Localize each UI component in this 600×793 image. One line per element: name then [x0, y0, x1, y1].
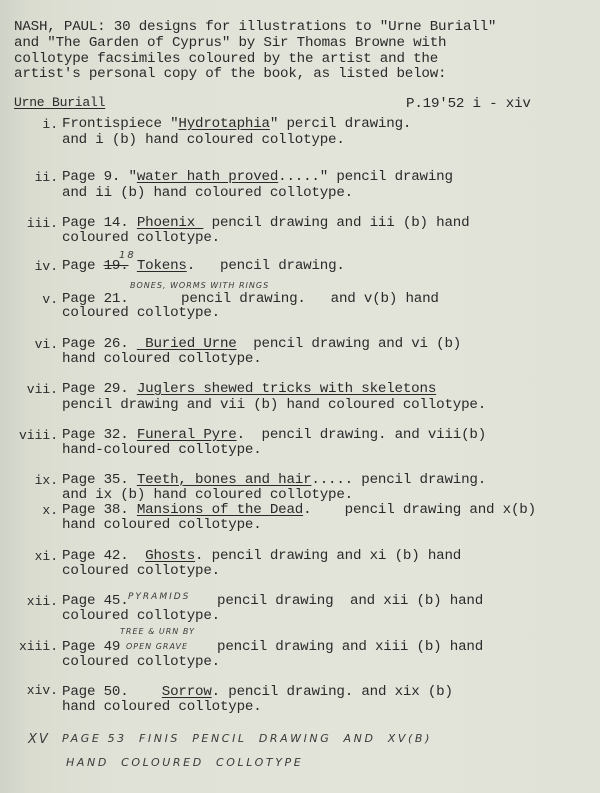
item-prefix: Page 38.: [62, 502, 137, 518]
item-number: vii.: [26, 382, 58, 397]
item-title: Phoenix: [136, 215, 204, 231]
item-title: Ghosts: [145, 548, 196, 564]
item-number: i.: [42, 117, 58, 132]
item-prefix: Page 14.: [62, 215, 137, 231]
header-line-4: artist's personal copy of the book, as listed below:: [14, 66, 447, 82]
item-line-2: hand coloured collotype.: [62, 351, 262, 367]
item-suffix: ..... pencil drawing.: [311, 472, 487, 488]
item-prefix: Page 32.: [62, 427, 137, 443]
item-number: xii.: [26, 594, 58, 609]
item-suffix: . pencil drawing and x(b): [303, 502, 536, 518]
item-line-1: [62, 473, 486, 488]
handwritten-annotation: 18: [119, 250, 136, 261]
item-line-2: and ix (b) hand coloured collotype.: [62, 487, 353, 503]
item-line-2: coloured collotype.: [62, 608, 220, 624]
item-line-1: [62, 170, 453, 185]
item-title: water hath proved: [136, 169, 279, 185]
item-suffix: . pencil drawing. and viii(b): [236, 427, 487, 443]
item-prefix: Frontispiece ": [62, 116, 179, 132]
item-prefix: Page: [62, 258, 104, 274]
item-line-1-continued: pencil drawing and xiii (b) hand: [217, 639, 484, 655]
handwritten-item-number: XV: [28, 732, 50, 747]
header-line-3: collotype facsimiles coloured by the artist and the: [14, 51, 439, 67]
struck-page-number: 19.: [103, 258, 129, 274]
item-line-1: Page 45.: [62, 593, 129, 609]
handwritten-line-2: HAND COLOURED COLLOTYPE: [66, 756, 304, 769]
header-line-1: NASH, PAUL: 30 designs for illustrations to "Urne Buriall": [14, 19, 497, 35]
item-line-1-continued: pencil drawing and xii (b) hand: [217, 593, 484, 609]
item-line-2: coloured collotype.: [62, 563, 220, 579]
item-line-1: [62, 337, 461, 352]
item-title: Mansions of the Dead: [136, 502, 304, 518]
item-line-2: coloured collotype.: [62, 305, 220, 321]
section-reference: P.19'52 i - xiv: [406, 96, 531, 112]
handwritten-line-1: PAGE 53 FINIS PENCIL DRAWING AND XV(B): [62, 732, 432, 745]
item-number: iv.: [34, 259, 58, 274]
item-title: Teeth, bones and hair: [136, 472, 312, 488]
header-line-2: and "The Garden of Cyprus" by Sir Thomas Browne with: [14, 35, 447, 51]
item-number: xi.: [34, 549, 58, 564]
item-number: ii.: [34, 170, 58, 185]
item-prefix: Page 35.: [62, 472, 137, 488]
section-title: Urne Buriall: [14, 95, 106, 110]
item-line-1: [62, 117, 411, 132]
item-line-1: Page 21.: [62, 291, 129, 307]
item-line-2: hand coloured collotype.: [62, 699, 262, 715]
item-suffix: ....." pencil drawing: [278, 169, 453, 185]
handwritten-annotation-2: OPEN GRAVE: [126, 642, 189, 651]
item-number: iii.: [26, 216, 58, 231]
item-title: Funeral Pyre: [136, 427, 237, 443]
item-suffix: pencil drawing and vi (b): [236, 336, 462, 352]
handwritten-annotation: TREE & URN BY: [120, 627, 196, 636]
item-suffix: " percil drawing.: [269, 116, 412, 132]
item-line-2: hand coloured collotype.: [62, 517, 262, 533]
handwritten-annotation: PYRAMIDS: [128, 592, 191, 602]
item-number: ix.: [34, 473, 58, 488]
item-line-2: hand-coloured collotype.: [62, 442, 262, 458]
item-title: Hydrotaphia: [178, 116, 270, 132]
item-number: viii.: [18, 428, 58, 443]
item-prefix: Page 42.: [62, 548, 146, 564]
item-line-1: [62, 216, 469, 231]
item-line-1-continued: pencil drawing. and v(b) hand: [181, 291, 439, 307]
item-prefix: Page 50.: [62, 684, 162, 700]
item-prefix: Page 9. ": [62, 169, 137, 185]
item-suffix: . pencil drawing and xi (b) hand: [195, 548, 462, 564]
item-number: v.: [42, 292, 58, 307]
item-line-2: and ii (b) hand coloured collotype.: [62, 185, 353, 201]
item-line-2: and i (b) hand coloured collotype.: [62, 132, 345, 148]
item-line-1: [62, 259, 345, 274]
item-line-1: [62, 549, 461, 564]
item-line-1: [62, 382, 436, 397]
item-title: Tokens: [136, 258, 187, 274]
item-number: xiv.: [26, 683, 58, 698]
item-number: x.: [42, 503, 58, 518]
item-line-1: Page 49: [62, 639, 121, 655]
item-prefix: Page 26.: [62, 336, 137, 352]
item-line-2: coloured collotype.: [62, 654, 220, 670]
item-number: vi.: [34, 337, 58, 352]
item-line-1: [62, 428, 486, 443]
handwritten-annotation: BONES, WORMS WITH RINGS: [130, 281, 270, 290]
item-prefix: Page 29.: [62, 381, 137, 397]
item-line-1: [62, 503, 536, 518]
item-line-1: [62, 685, 453, 700]
item-suffix: pencil drawing and iii (b) hand: [203, 215, 470, 231]
item-suffix: . pencil drawing. and xix (b): [211, 684, 453, 700]
item-number: xiii.: [18, 639, 58, 654]
item-line-2: pencil drawing and vii (b) hand coloured collotype.: [62, 397, 487, 413]
item-title: Buried Urne: [136, 336, 237, 352]
item-title: Sorrow: [161, 684, 212, 700]
item-suffix: . pencil drawing.: [186, 258, 345, 274]
item-line-2: coloured collotype.: [62, 230, 220, 246]
item-title: Juglers shewed tricks with skeletons: [136, 381, 437, 397]
